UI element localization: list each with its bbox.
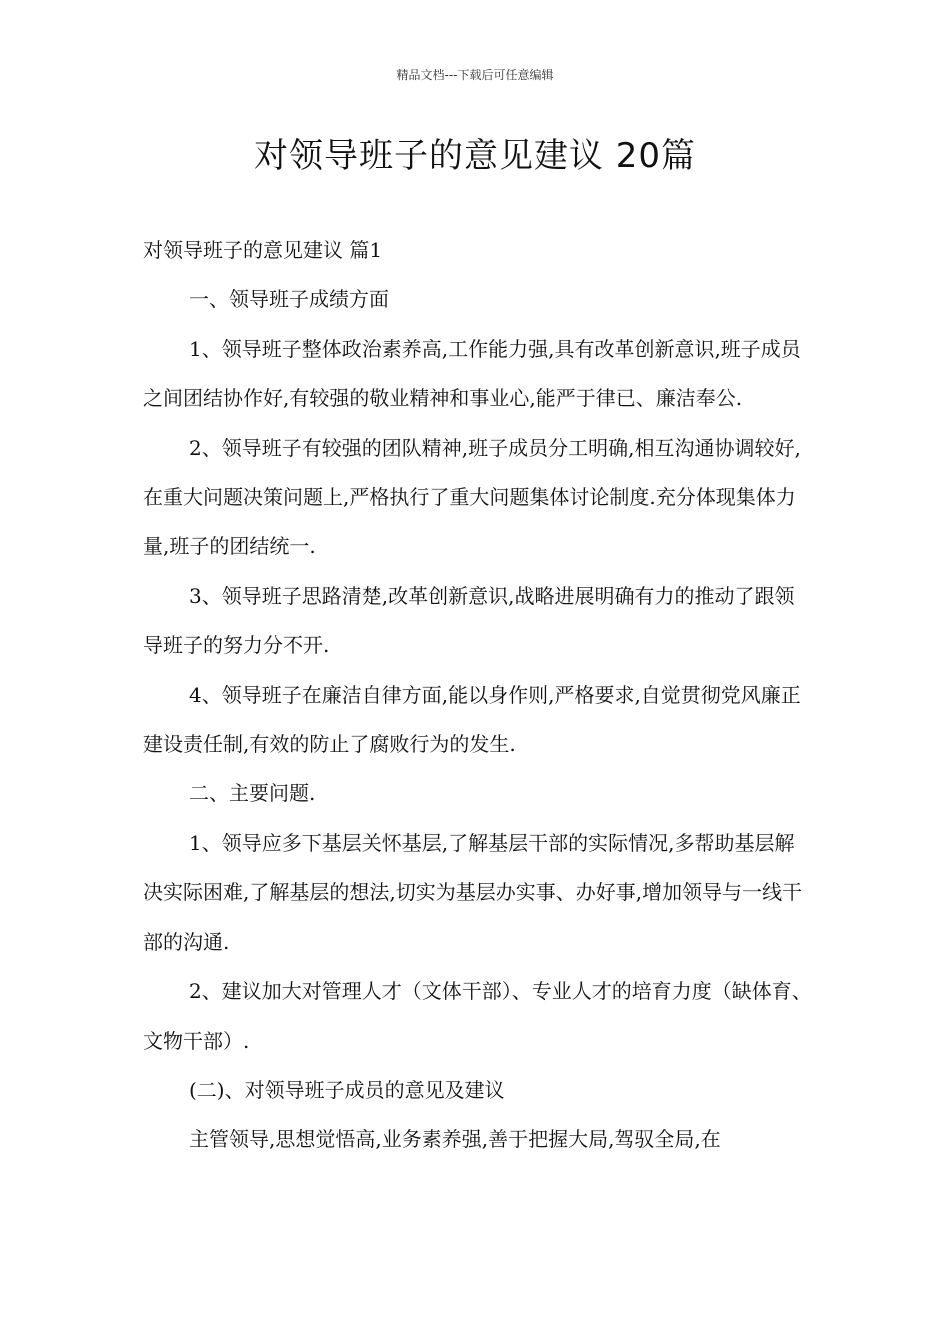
paragraph: 1、领导班子整体政治素养高,工作能力强,具有改革创新意识,班子成员之间团结协作好,有较强的敬业精神和事业心,能严于律已、廉洁奉公. (143, 336, 801, 411)
paragraph: 1、领导应多下基层关怀基层,了解基层干部的实际情况,多帮助基层解决实际困难,了解基层的想法,切实为基层办实事、办好事,增加领导与一线干部的沟通. (143, 830, 803, 954)
paragraph: (二)、对领导班子成员的意见及建议 (189, 1077, 505, 1102)
paragraph: 2、领导班子有较强的团队精神,班子成员分工明确,相互沟通协调较好,在重大问题决策问题上,严格执行了重大问题集体讨论制度.充分体现集体力量,班子的团结统一. (143, 435, 801, 559)
paragraph: 主管领导,思想觉悟高,业务素养强,善于把握大局,驾驭全局,在 (189, 1127, 721, 1152)
header-note: 精品文档---下载后可任意编辑 (396, 68, 554, 82)
paragraph: 二、主要问题. (189, 781, 316, 806)
paragraph: 2、建议加大对管理人才（文体干部）、专业人才的培育力度（缺体育、文物干部）. (143, 979, 812, 1053)
document-body (143, 226, 813, 1165)
paragraph: 4、领导班子在廉洁自律方面,能以身作则,严格要求,自觉贯彻党风廉正建设责任制,有效的防止了腐败行为的发生. (143, 682, 801, 757)
paragraph: 一、领导班子成绩方面 (189, 287, 389, 312)
document-title: 对领导班子的意见建议 20篇 (253, 136, 697, 176)
paragraph: 3、领导班子思路清楚,改革创新意识,战略进展明确有力的推动了跟领导班子的努力分不开. (143, 583, 795, 658)
section-heading: 对领导班子的意见建议 篇1 (143, 238, 383, 262)
